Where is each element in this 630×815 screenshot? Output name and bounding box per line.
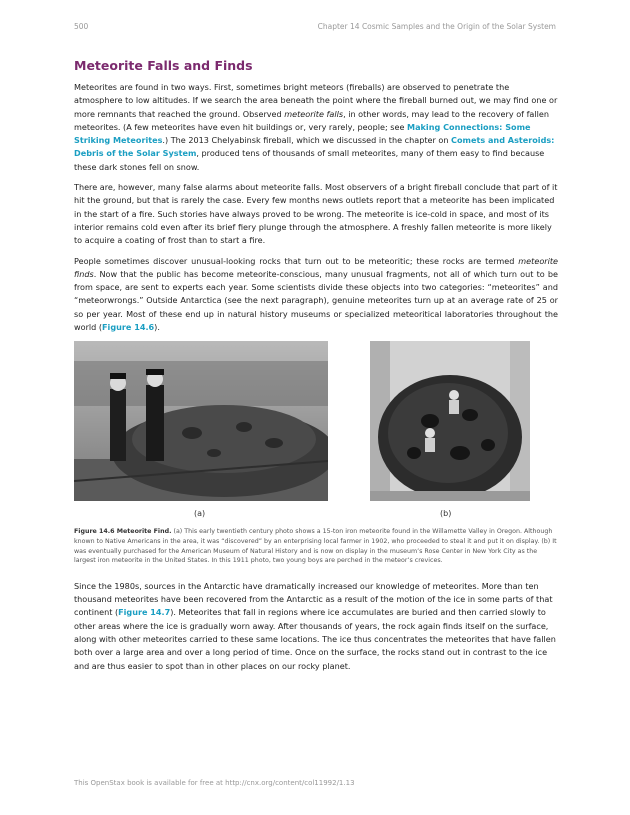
link-making-connections[interactable]: Making Connections: Some Striking Meteorites [74, 121, 531, 146]
paragraph-3: People sometimes discover unusual-looking rocks that turn out to be meteoritic; these rocks are termed meteorite finds. Now that the public has become meteorite-conscious, many unusual fragments, not all of which turn out to be from space, are sent to experts each year. Some scientists divide these objects into two categories: “meteorites” and “meteorwrongs.” Outside Antarctica (see the next paragraph), genuine meteorites turn up at an average rate of 25 or so per year. Most of these end up in natural history museums or specialized meteoritical laboratories throughout the world (Figure 14.6). [74, 255, 558, 333]
page-header [74, 22, 556, 36]
term-meteorite-finds: meteorite finds [74, 255, 558, 279]
photo-willamette-meteorite-1902 [74, 341, 328, 501]
link-figure-14-7[interactable]: Figure 14.7 [118, 607, 171, 618]
page-footer: This OpenStax book is available for free at http://cnx.org/content/col11992/1.13 [74, 779, 355, 787]
link-comets-asteroids[interactable]: Comets and Asteroids: Debris of the Solar System [74, 135, 555, 159]
page-number: 500 [74, 22, 89, 31]
main-content [74, 58, 558, 680]
figure-label-b: (b) [440, 509, 452, 519]
paragraph-2: There are, however, many false alarms about meteorite falls. Most observers of a bright fireball conclude that part of it hit the ground, but that is rarely the case. Every few months news outlets report that a meteorite has been implicated in the start of a fire. Such stories have always proved to be wrong. The meteorite is ice-cold in space, and most of its interior remains cold even after its brief fiery plunge through the atmosphere. A freshly fallen meteorite is more likely to acquire a coating of frost than to start a fire. [74, 182, 558, 246]
figure-caption-text: (a) This early twentieth century photo shows a 15-ton iron meteorite found in the Willamette Valley in Oregon. Although known to Native Americans in the area, it was “discovered” by an enterprising local farmer in 1902, who proceeded to steal it and put it on display. (b) It was eventually purchased for the American Museum of Natural History and is now on display in the museum’s Rose Center in New York City as the largest iron meteorite in the United States. In this 1911 photo, two young boys are perched in the meteor’s crevices. [74, 528, 557, 565]
figure-caption [74, 527, 558, 565]
figure-caption-title: Figure 14.6 Meteorite Find. [74, 528, 172, 536]
paragraph-4: Since the 1980s, sources in the Antarctic have dramatically increased our knowledge of meteorites. More than ten thousand meteorites have been recovered from the Antarctic as a result of the motion of the ice in some parts of that continent (Figure 14.7). Meteorites that fall in regions where ice accumulates are buried and then carried slowly to other areas where the ice is gradually worn away. After thousands of years, the rock again finds itself on the surface, along with other meteorites carried to these same locations. The ice thus concentrates the meteorites that have fallen both over a large area and over a long period of time. Once on the surface, the rocks stand out in contrast to the ice and are thus easier to spot than in other places on our rocky planet. [74, 580, 556, 671]
photo-willamette-meteorite-1911 [370, 341, 530, 501]
figure-label-a: (a) [194, 509, 206, 519]
figure-14-6 [74, 341, 558, 523]
link-figure-14-6[interactable]: Figure 14.6 [102, 322, 155, 333]
paragraph-1: Meteorites are found in two ways. First, sometimes bright meteors (fireballs) are observed to penetrate the atmosphere to low altitudes. If we search the area beneath the point where the fireball burned out, we may find one or more remnants that reached the ground. Observed meteorite falls, in other words, may lead to the recovery of fallen meteorites. (A few meteorites have even hit buildings or, very rarely, people; see Making Connections: Some Striking Meteorites.) The 2013 Chelyabinsk fireball, which we discussed in the chapter on Comets and Asteroids: Debris of the Solar System, produced tens of thousands of small meteorites, many of them easy to find because these dark stones fell on snow. [74, 82, 558, 172]
term-meteorite-falls: meteorite falls [284, 108, 344, 119]
section-title: Meteorite Falls and Finds [74, 58, 253, 73]
chapter-title: Chapter 14 Cosmic Samples and the Origin of the Solar System [317, 22, 556, 31]
